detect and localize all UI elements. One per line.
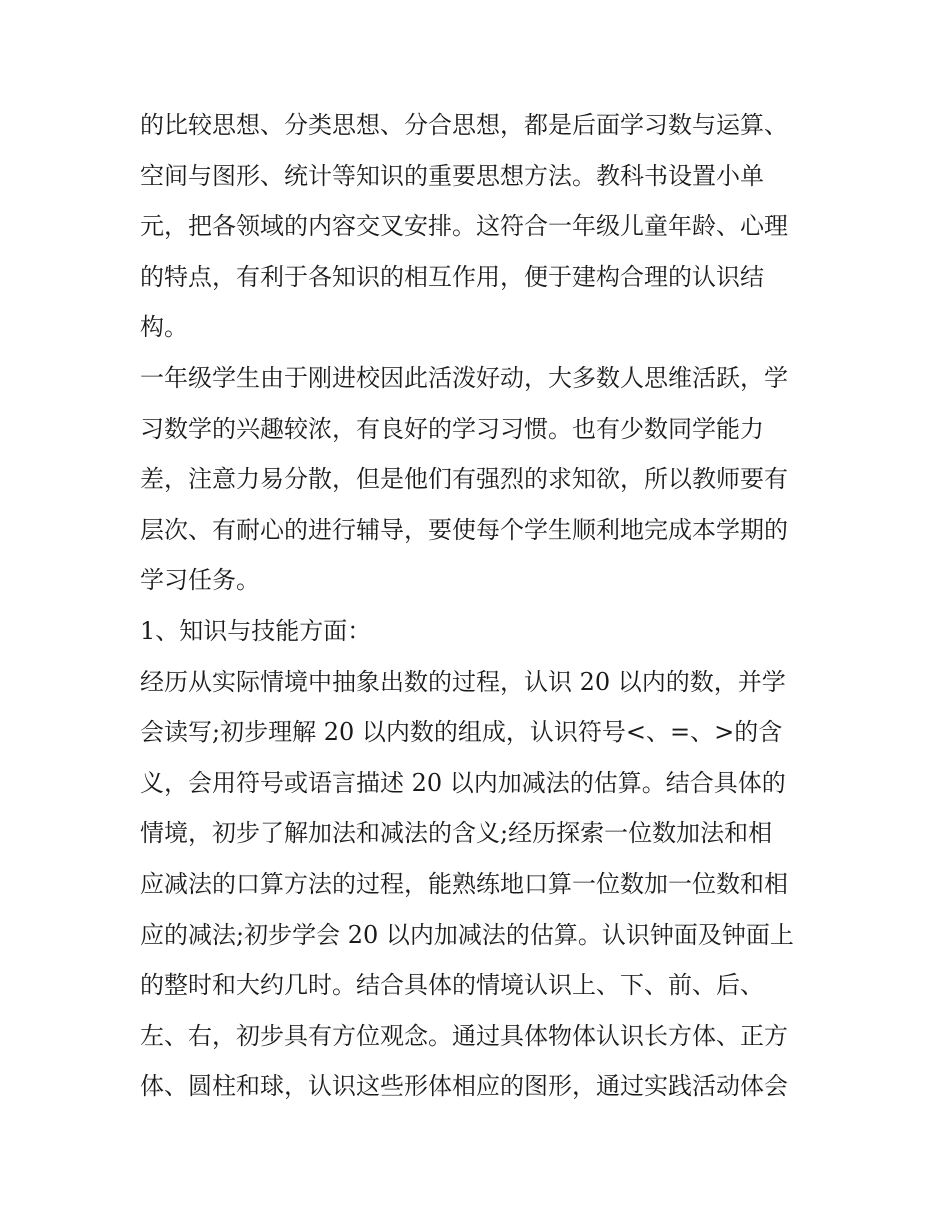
text-line: 应的减法;初步学会 20 以内加减法的估算。认识钟面及钟面上 (140, 920, 794, 949)
text-line: 义，会用符号或语言描述 20 以内加减法的估算。结合具体的 (140, 768, 786, 797)
text-line: 差，注意力易分散，但是他们有强烈的求知欲，所以教师要有 (140, 465, 788, 494)
text-line: 一年级学生由于刚进校因此活泼好动，大多数人思维活跃，学 (140, 363, 788, 392)
text-line: 会读写;初步理解 20 以内数的组成，认识符号<、=、>的含 (140, 718, 783, 747)
text-line: 构。 (140, 313, 188, 342)
text-line: 空间与图形、统计等知识的重要思想方法。教科书设置小单 (140, 161, 764, 190)
text-line: 应减法的口算方法的过程，能熟练地口算一位数加一位数和相 (140, 869, 788, 898)
text-line: 的比较思想、分类思想、分合思想，都是后面学习数与运算、 (140, 111, 788, 139)
text-line: 的特点，有利于各知识的相互作用，便于建构合理的认识结 (140, 262, 764, 291)
text-line: 习数学的兴趣较浓，有良好的学习习惯。也有少数同学能力 (140, 414, 764, 443)
text-line: 情境，初步了解加法和减法的含义;经历探索一位数加法和相 (140, 819, 773, 848)
text-line: 经历从实际情境中抽象出数的过程，认识 20 以内的数，并学 (140, 667, 786, 696)
text-line: 学习任务。 (140, 566, 260, 595)
text-line: 元，把各领域的内容交叉安排。这符合一年级儿童年龄、心理 (140, 212, 788, 241)
text-line: 体、圆柱和球，认识这些形体相应的图形，通过实践活动体会 (140, 1072, 788, 1101)
text-line: 层次、有耐心的进行辅导，要使每个学生顺利地完成本学期的 (140, 515, 788, 544)
text-line: 的整时和大约几时。结合具体的情境认识上、下、前、后、 (140, 971, 764, 1000)
text-line: 左、右，初步具有方位观念。通过具体物体认识长方体、正方 (140, 1021, 788, 1050)
body-text (140, 100, 820, 1112)
section-heading: 1、知识与技能方面： (140, 616, 372, 645)
